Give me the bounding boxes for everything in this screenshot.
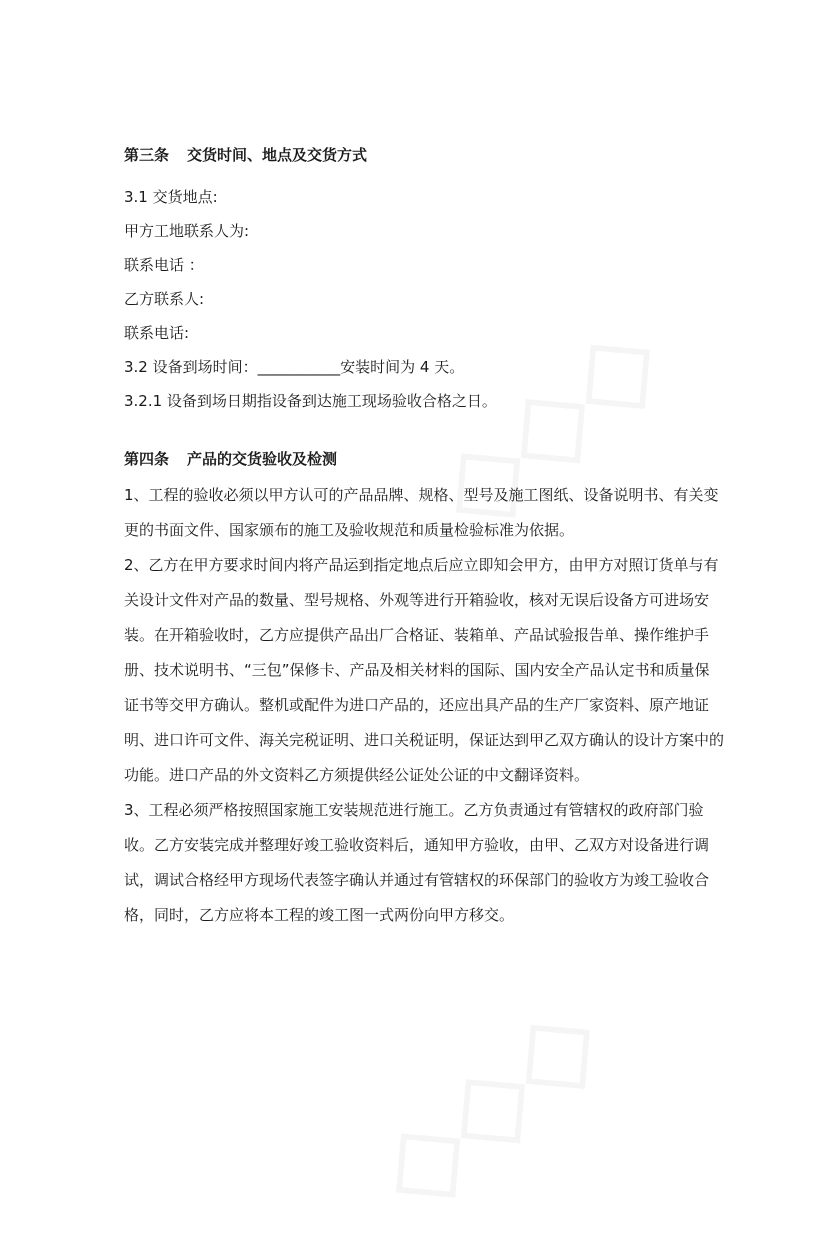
- section-3-number: 第三条: [124, 146, 170, 164]
- party-b-contact-line: 乙方联系人:: [124, 290, 205, 308]
- party-a-site-contact-line: 甲方工地联系人为:: [124, 222, 250, 240]
- acceptance-paragraph-2: 2、乙方在甲方要求时间内将产品运到指定地点后应立即知会甲方，由甲方对照订货单与有关设计文件对产品的数量、型号规格、外观等进行开箱验收，核对无误后设备方可进场安装。在开箱验收时，乙方应提供产品出厂合格证、装箱单、产品试验报告单、操作维护手册、技术说明书、“三包”保修卡、产品及相关材料的国际、国内安全产品认定书和质量保证书等交甲方确认。整机或配件为进口产品的，还应出具产品的生产厂家资料、原产地证明、进口许可文件、海关完税证明、进口关税证明，保证达到甲乙双方确认的设计方案中的功能。进口产品的外文资料乙方须提供经公证处公证的中文翻译资料。: [124, 556, 725, 784]
- section-4-title: 产品的交货验收及检测: [187, 450, 338, 468]
- section-3-title: 交货时间、地点及交货方式: [187, 146, 368, 164]
- delivery-location-line: 3.1 交货地点:: [124, 188, 218, 206]
- party-a-phone-line: 联系电话 ：: [124, 256, 204, 274]
- watermark-mark: [349, 973, 626, 1234]
- arrival-date-definition-line: 3.2.1 设备到场日期指设备到达施工现场验收合格之日。: [124, 392, 497, 410]
- section-3-heading: [124, 144, 724, 168]
- party-b-phone-line: 联系电话:: [124, 324, 190, 342]
- section-4-heading: [124, 448, 724, 472]
- equipment-arrival-time-line: 3.2 设备到场时间：___________安装时间为 4 天。: [124, 358, 465, 376]
- acceptance-paragraph-1: 1、工程的验收必须以甲方认可的产品品牌、规格、型号及施工图纸、设备说明书、有关变更的书面文件、国家颁布的施工及验收规范和质量检验标准为依据。: [124, 486, 719, 539]
- section-4-number: 第四条: [124, 450, 170, 468]
- acceptance-paragraph-3: 3、工程必须严格按照国家施工安装规范进行施工。乙方负责通过有管辖权的政府部门验收。乙方安装完成并整理好竣工验收资料后，通知甲方验收，由甲、乙双方对设备进行调试，调试合格经甲方现场代表签字确认并通过有管辖权的环保部门的验收方为竣工验收合格，同时，乙方应将本工程的竣工图一式两份向甲方移交。: [124, 801, 710, 924]
- document-content: [124, 144, 724, 933]
